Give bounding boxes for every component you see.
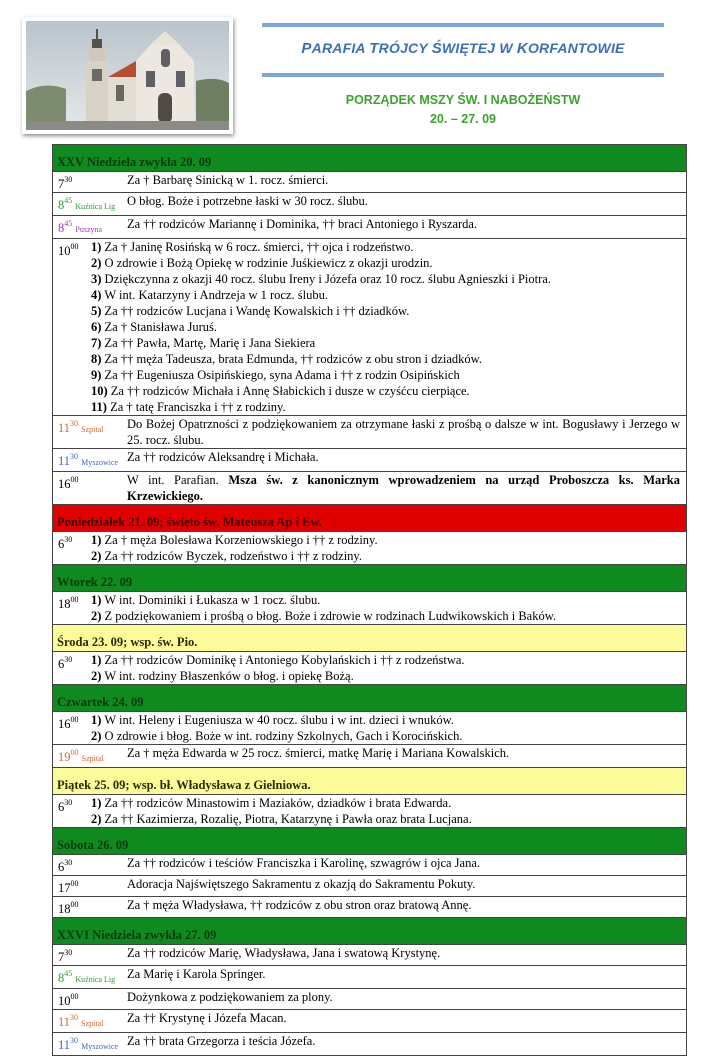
day-heading: XXVI Niedziela zwykła 27. 09 — [52, 918, 687, 944]
mass-hour: 11 — [58, 421, 71, 435]
intention-number: 1) — [91, 796, 102, 810]
mass-intentions — [127, 193, 686, 215]
mass-hour: 6 — [58, 537, 65, 551]
mass-hour: 6 — [58, 860, 65, 874]
intention — [91, 608, 680, 624]
intention-text: Za †† rodziców Dominikę i Antoniego Kobylańskich i †† z rodzeństwa. — [104, 653, 465, 667]
intention-text: Za †† rodziców Minastowim i Maziaków, dziadków i brata Edwarda. — [104, 796, 452, 810]
intention — [91, 532, 680, 548]
intention-text: Za †† Eugeniusza Osipińskiego, syna Adama i †† z rodzin Osipińskich — [104, 368, 460, 382]
mass-hour: 7 — [58, 950, 65, 964]
mass-row — [52, 794, 687, 828]
intention — [127, 172, 680, 188]
intention — [127, 193, 680, 209]
mass-minute: 30 — [70, 452, 79, 461]
intention-text: O zdrowie i Bożą Opiekę w rodzinie Juśkiewicz z okazji urodzin. — [104, 256, 433, 270]
mass-hour: 19 — [58, 750, 71, 764]
intention-text: Za †† rodziców Marię, Władysława, Jana i swatową Krystynę. — [127, 946, 441, 960]
mass-row — [52, 472, 687, 505]
mass-hour: 18 — [58, 597, 71, 611]
mass-minute: 30 — [64, 798, 73, 807]
mass-minute: 30 — [64, 858, 73, 867]
intention — [127, 216, 680, 232]
mass-row — [52, 216, 687, 239]
title-part: T — [369, 40, 379, 57]
intention-text: W int. rodziny Błaszenków o błog. i opiekę Bożą. — [104, 669, 354, 683]
mass-hour: 7 — [58, 177, 65, 191]
title-part: RÓJCY — [378, 40, 432, 56]
intention — [91, 287, 680, 303]
mass-row — [52, 745, 687, 768]
intention-number: 1) — [91, 653, 102, 667]
intention-number: 2) — [91, 812, 102, 826]
church-photo — [22, 17, 233, 134]
mass-location: Puszyna — [75, 225, 103, 234]
intention — [127, 472, 680, 504]
mass-row — [52, 1033, 687, 1056]
mass-row — [52, 449, 687, 472]
schedule-dates: 20. – 27. 09 — [429, 112, 497, 126]
mass-row — [52, 193, 687, 216]
intention-text: Za †† rodziców Michała i Annę Słabickich i dusze w czyśćcu cierpiące. — [110, 384, 470, 398]
mass-hour: 10 — [58, 994, 71, 1008]
mass-row — [52, 876, 687, 897]
mass-schedule-table — [52, 144, 687, 1056]
title-part: ORFANTOWIE — [527, 40, 625, 56]
intention-number: 5) — [91, 304, 102, 318]
intention-text: Za †† brata Grzegorza i teścia Józefa. — [127, 1034, 316, 1048]
mass-hour: 16 — [58, 477, 71, 491]
mass-hour: 8 — [58, 198, 65, 212]
mass-intentions — [91, 592, 686, 624]
title-part: Ś — [431, 40, 442, 57]
mass-time — [53, 745, 127, 767]
intention — [91, 811, 680, 827]
intention-text: Za †† Pawła, Martę, Marię i Jana Siekiera — [104, 336, 316, 350]
intention-number: 2) — [91, 669, 102, 683]
mass-row — [52, 531, 687, 565]
mass-intentions — [91, 532, 686, 564]
mass-intentions — [127, 989, 686, 1009]
day-heading: Poniedziałek 21. 09; święto św. Mateusza Ap i Ew. — [52, 505, 687, 531]
mass-hour: 17 — [58, 881, 71, 895]
parish-title — [262, 40, 664, 57]
mass-hour: 10 — [58, 244, 71, 258]
mass-row — [52, 966, 687, 989]
intention-text: W int. Dominiki i Łukasza w 1 rocz. ślubu. — [104, 593, 321, 607]
intention-text: Za †† rodziców Byczek, rodzeństwo i †† z rodziny. — [104, 549, 362, 563]
intention — [127, 876, 680, 892]
mass-minute: 00 — [70, 992, 79, 1001]
mass-intentions — [127, 745, 686, 767]
intention — [91, 271, 680, 287]
intention-number: 1) — [91, 593, 102, 607]
intention — [91, 548, 680, 564]
mass-time — [53, 1033, 127, 1055]
intention — [127, 897, 680, 913]
mass-minute: 00 — [70, 595, 79, 604]
intention — [91, 795, 680, 811]
intention-text: Za †† Kazimierza, Rozalię, Piotra, Katarzynę i Pawła oraz brata Lucjana. — [104, 812, 472, 826]
mass-time — [53, 449, 127, 471]
intention-text: Dziękczynna z okazji 40 rocz. ślubu Ireny i Józefa oraz 10 rocz. ślubu Agnieszki i Piotra. — [104, 272, 551, 286]
mass-minute: 30 — [70, 1013, 79, 1022]
mass-time — [53, 945, 127, 965]
mass-minute: 00 — [70, 475, 79, 484]
mass-intentions — [127, 216, 686, 238]
mass-hour: 18 — [58, 902, 71, 916]
intention — [91, 592, 680, 608]
intention-highlight: Msza św. z kanonicznym wprowadzeniem na urząd Proboszcza ks. Marka Krzewickiego. — [127, 473, 680, 503]
intention-text: Za †† rodziców Mariannę i Dominika, †† braci Antoniego i Ryszarda. — [127, 217, 478, 231]
mass-time — [53, 966, 127, 988]
mass-minute: 00 — [70, 748, 79, 757]
mass-location: Myszowice — [81, 458, 119, 467]
intention-text: Adoracja Najświętszego Sakramentu z okazją do Sakramentu Pokuty. — [127, 877, 476, 891]
mass-row — [52, 171, 687, 193]
mass-intentions — [91, 795, 686, 827]
mass-row — [52, 416, 687, 449]
intention — [127, 416, 680, 448]
intention-number: 8) — [91, 352, 102, 366]
intention-text: Za †† rodziców Aleksandrę i Michała. — [127, 450, 319, 464]
mass-time — [53, 472, 127, 504]
intention — [91, 712, 680, 728]
mass-location: Szpital — [81, 425, 104, 434]
mass-row — [52, 897, 687, 918]
mass-row — [52, 591, 687, 625]
schedule-subtitle: PORZĄDEK MSZY ŚW. I NABOŻEŃSTW — [345, 93, 581, 107]
intention-text: Za † męża Bolesława Korzeniowskiego i †† z rodziny. — [104, 533, 378, 547]
intention-text: Za † męża Edwarda w 25 rocz. śmierci, matkę Marię i Mariana Kowalskich. — [127, 746, 510, 760]
intention-number: 6) — [91, 320, 102, 334]
mass-time — [53, 876, 127, 896]
mass-hour: 6 — [58, 657, 65, 671]
intention-number: 3) — [91, 272, 102, 286]
day-heading: Piątek 25. 09; wsp. bł. Władysława z Gielniowa. — [52, 768, 687, 794]
mass-row — [52, 239, 687, 416]
mass-intentions — [127, 855, 686, 875]
intention-number: 2) — [91, 729, 102, 743]
mass-location: Kuźnica Lig — [75, 202, 116, 211]
intention-text: W int. Katarzyny i Andrzeja w 1 rocz. ślubu. — [104, 288, 328, 302]
mass-intentions — [127, 945, 686, 965]
mass-intentions — [91, 712, 686, 744]
header-top-rule — [262, 23, 664, 27]
intention — [91, 335, 680, 351]
mass-minute: 00 — [70, 879, 79, 888]
intention — [91, 303, 680, 319]
day-heading: Czwartek 24. 09 — [52, 685, 687, 711]
title-part: P — [301, 40, 312, 57]
mass-row — [52, 989, 687, 1010]
intention-text: Za † Janinę Rosińską w 6 rocz. śmierci, †† ojca i rodzeństwo. — [104, 240, 414, 254]
mass-row — [52, 711, 687, 745]
mass-hour: 8 — [58, 221, 65, 235]
intention-text: O błog. Boże i potrzebne łaski w 30 rocz. ślubu. — [127, 194, 368, 208]
mass-minute: 45 — [64, 969, 73, 978]
mass-intentions — [127, 416, 686, 448]
mass-intentions — [127, 876, 686, 896]
intention-text: Za † tatę Franciszka i †† z rodziny. — [110, 400, 286, 414]
day-heading: Sobota 26. 09 — [52, 828, 687, 854]
title-part: K — [516, 40, 528, 57]
intention — [91, 668, 680, 684]
day-heading: Środa 23. 09; wsp. św. Pio. — [52, 625, 687, 651]
mass-location: Kuźnica Lig — [75, 975, 116, 984]
mass-time — [53, 216, 127, 238]
mass-intentions — [127, 172, 686, 192]
mass-hour: 11 — [58, 1015, 71, 1029]
mass-hour: 6 — [58, 800, 65, 814]
mass-time — [53, 855, 127, 875]
title-part: ARAFIA — [311, 40, 370, 56]
mass-minute: 00 — [70, 242, 79, 251]
intention-number: 7) — [91, 336, 102, 350]
intention-text: W int. Heleny i Eugeniusza w 40 rocz. ślubu i w int. dzieci i wnuków. — [104, 713, 454, 727]
mass-time — [53, 193, 127, 215]
mass-location: Szpital — [81, 1019, 104, 1028]
day-heading: Wtorek 22. 09 — [52, 565, 687, 591]
title-part: WIĘTEJ W — [441, 40, 517, 56]
mass-hour: 16 — [58, 717, 71, 731]
intention — [127, 989, 680, 1005]
intention-text: Z podziękowaniem i prośbą o błog. Boże i zdrowie w rodzinach Ludwikowskich i Baków. — [104, 609, 557, 623]
mass-intentions — [127, 966, 686, 988]
intention — [127, 966, 680, 982]
header-bottom-rule — [262, 73, 664, 77]
intention — [91, 319, 680, 335]
mass-intentions — [127, 897, 686, 917]
mass-row — [52, 944, 687, 966]
mass-minute: 30 — [70, 1036, 79, 1045]
mass-minute: 45 — [64, 196, 73, 205]
mass-row — [52, 651, 687, 685]
intention-number: 11) — [91, 400, 107, 414]
intention — [91, 255, 680, 271]
intention-text: Za †† rodziców i teściów Franciszka i Karolinę, szwagrów i ojca Jana. — [127, 856, 481, 870]
church-illustration — [26, 21, 229, 130]
intention-text: Dożynkowa z podziękowaniem za plony. — [127, 990, 333, 1004]
intention-text: O zdrowie i błog. Boże w int. rodziny Szkolnych, Gach i Korocińskich. — [104, 729, 463, 743]
intention — [91, 399, 680, 415]
intention-text: W int. Parafian. — [127, 473, 229, 487]
mass-intentions — [91, 239, 686, 415]
mass-location: Myszowice — [81, 1042, 119, 1051]
mass-time — [53, 1010, 127, 1032]
mass-minute: 45 — [64, 219, 73, 228]
mass-time — [53, 172, 127, 192]
intention — [91, 383, 680, 399]
intention-text: Do Bożej Opatrzności z podziękowaniem za otrzymane łaski z prośbą o dalsze w int. Bogusławy i Jerzego w 25. rocz. ślubu. — [127, 417, 680, 447]
day-heading: XXV Niedziela zwykła 20. 09 — [52, 145, 687, 171]
mass-minute: 30 — [64, 535, 73, 544]
mass-time — [53, 897, 127, 917]
mass-row — [52, 854, 687, 876]
intention-text: Za † męża Władysława, †† rodziców z obu stron oraz bratową Annę. — [127, 898, 472, 912]
intention — [127, 1033, 680, 1049]
mass-minute: 00 — [70, 900, 79, 909]
intention-number: 1) — [91, 533, 102, 547]
mass-minute: 30 — [64, 175, 73, 184]
mass-intentions — [91, 652, 686, 684]
intention-number: 2) — [91, 549, 102, 563]
mass-row — [52, 1010, 687, 1033]
intention-number: 1) — [91, 240, 102, 254]
mass-intentions — [127, 1033, 686, 1055]
mass-hour: 8 — [58, 971, 65, 985]
mass-intentions — [127, 449, 686, 471]
intention — [127, 945, 680, 961]
intention — [91, 728, 680, 744]
intention-number: 10) — [91, 384, 108, 398]
mass-location: Szpital — [81, 754, 104, 763]
intention-number: 9) — [91, 368, 102, 382]
mass-minute: 00 — [70, 715, 79, 724]
mass-intentions — [127, 1010, 686, 1032]
intention-number: 2) — [91, 609, 102, 623]
mass-hour: 11 — [58, 1038, 71, 1052]
mass-time — [53, 416, 127, 448]
intention-text: Za †† męża Tadeusza, brata Edmunda, †† rodziców z obu stron i dziadków. — [104, 352, 483, 366]
mass-time — [53, 989, 127, 1009]
intention-text: Za †† rodziców Lucjana i Wandę Kowalskich i †† dziadków. — [104, 304, 410, 318]
intention — [127, 745, 680, 761]
intention-text: Za † Stanisława Juruś. — [104, 320, 218, 334]
intention-text: Za Marię i Karola Springer. — [127, 967, 266, 981]
intention — [91, 239, 680, 255]
intention-number: 2) — [91, 256, 102, 270]
intention — [91, 351, 680, 367]
mass-minute: 30 — [64, 948, 73, 957]
intention — [91, 652, 680, 668]
mass-minute: 30 — [64, 655, 73, 664]
intention-number: 1) — [91, 713, 102, 727]
intention — [127, 855, 680, 871]
intention-text: Za †† Krystynę i Józefa Macan. — [127, 1011, 287, 1025]
intention — [127, 449, 680, 465]
intention — [91, 367, 680, 383]
intention-text: Za † Barbarę Sinicką w 1. rocz. śmierci. — [127, 173, 329, 187]
mass-intentions — [127, 472, 686, 504]
mass-hour: 11 — [58, 454, 71, 468]
intention-number: 4) — [91, 288, 102, 302]
mass-minute: 30 — [70, 419, 79, 428]
